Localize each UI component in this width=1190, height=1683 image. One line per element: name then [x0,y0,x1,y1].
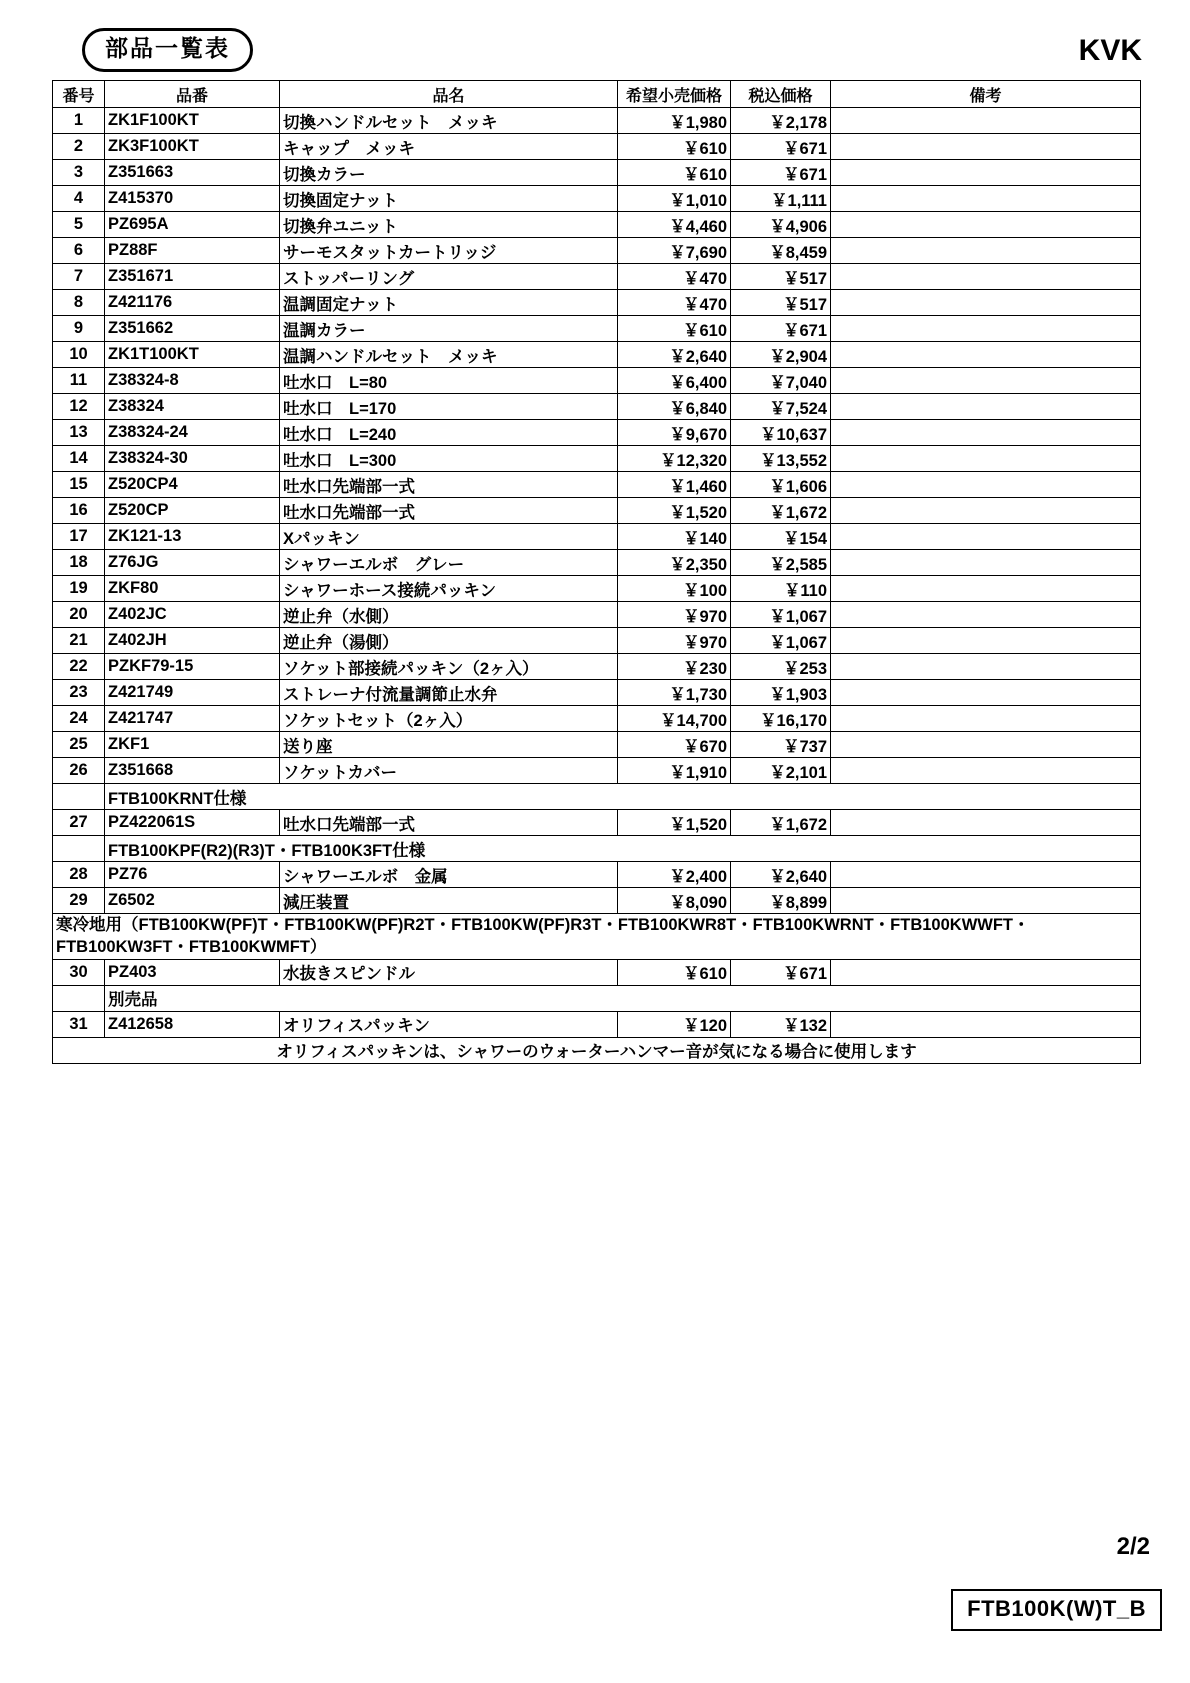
cell-note [831,524,1141,550]
cell-no: 11 [53,368,105,394]
column-header-price: 希望小売価格 [618,81,731,108]
table-body [53,108,1141,1064]
cell-tax: ￥2,101 [731,758,831,784]
cell-name: 吐水口先端部一式 [280,498,618,524]
cell-code: Z415370 [105,186,280,212]
table-row [53,1011,1141,1037]
cell-note [831,654,1141,680]
cell-code: Z421749 [105,680,280,706]
table-row [53,342,1141,368]
table-row [53,576,1141,602]
cell-no: 17 [53,524,105,550]
cell-no: 21 [53,628,105,654]
cell-note [831,732,1141,758]
cell-no: 9 [53,316,105,342]
cell-price: ￥470 [618,264,731,290]
cell-note [831,862,1141,888]
cell-code: ZK121-13 [105,524,280,550]
table-row [53,550,1141,576]
column-header-code: 品番 [105,81,280,108]
cell-no: 18 [53,550,105,576]
cell-name: 吐水口 L=170 [280,394,618,420]
cell-code: Z421747 [105,706,280,732]
cell-note [831,316,1141,342]
cell-code: Z351663 [105,160,280,186]
cell-code: ZK1F100KT [105,108,280,134]
cell-price: ￥9,670 [618,420,731,446]
table-row [53,186,1141,212]
table-row [53,959,1141,985]
table-row [53,732,1141,758]
table-row [53,628,1141,654]
cell-code: PZ403 [105,959,280,985]
cell-no: 31 [53,1011,105,1037]
full-width-row [53,914,1141,960]
cell-name: ストッパーリング [280,264,618,290]
cell-name: 減圧装置 [280,888,618,914]
cell-code: Z38324-24 [105,420,280,446]
cell-tax: ￥132 [731,1011,831,1037]
cell-code: Z6502 [105,888,280,914]
spec-label-cold-region: 寒冷地用（FTB100KW(PF)T・FTB100KW(PF)R2T・FTB100KW(PF)R3T・FTB100KWR8T・FTB100KWRNT・FTB100KWWFT・FTB100KW3FT・FTB100KWMFT） [53,914,1141,960]
cell-price: ￥2,400 [618,862,731,888]
cell-price: ￥230 [618,654,731,680]
cell-no [53,836,105,862]
cell-name: 吐水口 L=300 [280,446,618,472]
cell-note [831,498,1141,524]
table-row [53,368,1141,394]
cell-name: ストレーナ付流量調節止水弁 [280,680,618,706]
cell-tax: ￥110 [731,576,831,602]
table-row [53,316,1141,342]
cell-tax: ￥1,067 [731,602,831,628]
cell-code: ZK3F100KT [105,134,280,160]
cell-note [831,446,1141,472]
cell-code: Z520CP [105,498,280,524]
cell-code: ZK1T100KT [105,342,280,368]
cell-tax: ￥4,906 [731,212,831,238]
cell-note [831,342,1141,368]
cell-note [831,160,1141,186]
cell-name: 温調固定ナット [280,290,618,316]
spec-label-ftb100kpf: FTB100KPF(R2)(R3)T・FTB100K3FT仕様 [105,836,1141,862]
cell-name: 送り座 [280,732,618,758]
cell-note [831,550,1141,576]
cell-tax: ￥8,899 [731,888,831,914]
cell-no: 2 [53,134,105,160]
cell-note [831,706,1141,732]
cell-tax: ￥1,672 [731,810,831,836]
cell-price: ￥970 [618,628,731,654]
cell-name: サーモスタットカートリッジ [280,238,618,264]
cell-no: 12 [53,394,105,420]
cell-price: ￥6,400 [618,368,731,394]
cell-code: Z76JG [105,550,280,576]
cell-no: 22 [53,654,105,680]
table-row [53,472,1141,498]
cell-no: 26 [53,758,105,784]
cell-price: ￥120 [618,1011,731,1037]
cell-name: シャワーホース接続パッキン [280,576,618,602]
cell-no: 1 [53,108,105,134]
cell-no [53,784,105,810]
cell-note [831,186,1141,212]
table-row [53,654,1141,680]
cell-no: 25 [53,732,105,758]
cell-tax: ￥1,606 [731,472,831,498]
cell-tax: ￥7,040 [731,368,831,394]
cell-no: 8 [53,290,105,316]
cell-price: ￥2,640 [618,342,731,368]
cell-no: 5 [53,212,105,238]
table-row [53,134,1141,160]
cell-name: 吐水口先端部一式 [280,810,618,836]
cell-no: 3 [53,160,105,186]
spec-label-ftb100krnt: FTB100KRNT仕様 [105,784,1141,810]
cell-code: Z421176 [105,290,280,316]
cell-code: PZ422061S [105,810,280,836]
cell-tax: ￥1,903 [731,680,831,706]
cell-note [831,420,1141,446]
cell-note [831,238,1141,264]
cell-name: ソケット部接続パッキン（2ヶ入） [280,654,618,680]
spec-label-optional: 別売品 [105,985,1141,1011]
column-header-tax: 税込価格 [731,81,831,108]
cell-code: Z38324-30 [105,446,280,472]
cell-code: Z520CP4 [105,472,280,498]
cell-name: 温調ハンドルセット メッキ [280,342,618,368]
table-row [53,264,1141,290]
cell-price: ￥1,980 [618,108,731,134]
cell-code: Z351662 [105,316,280,342]
cell-name: 水抜きスピンドル [280,959,618,985]
cell-price: ￥7,690 [618,238,731,264]
table-row [53,706,1141,732]
table-footer-note: オリフィスパッキンは、シャワーのウォーターハンマー音が気になる場合に使用します [53,1037,1141,1063]
cell-no: 19 [53,576,105,602]
cell-code: ZKF1 [105,732,280,758]
cell-code: PZ695A [105,212,280,238]
cell-note [831,810,1141,836]
cell-no: 15 [53,472,105,498]
cell-price: ￥1,520 [618,498,731,524]
cell-no: 10 [53,342,105,368]
table-row [53,212,1141,238]
cell-price: ￥12,320 [618,446,731,472]
cell-no: 4 [53,186,105,212]
cell-code: PZ88F [105,238,280,264]
cell-code: PZKF79-15 [105,654,280,680]
column-header-name: 品名 [280,81,618,108]
cell-tax: ￥253 [731,654,831,680]
cell-code: Z412658 [105,1011,280,1037]
table-row [53,446,1141,472]
cell-note [831,290,1141,316]
cell-tax: ￥517 [731,290,831,316]
cell-name: オリフィスパッキン [280,1011,618,1037]
cell-tax: ￥10,637 [731,420,831,446]
cell-note [831,1011,1141,1037]
cell-price: ￥1,730 [618,680,731,706]
cell-price: ￥1,520 [618,810,731,836]
column-header-note: 備考 [831,81,1141,108]
cell-price: ￥6,840 [618,394,731,420]
cell-name: 吐水口 L=240 [280,420,618,446]
cell-price: ￥1,460 [618,472,731,498]
cell-name: 逆止弁（湯側） [280,628,618,654]
cell-tax: ￥737 [731,732,831,758]
table-row [53,420,1141,446]
cell-price: ￥14,700 [618,706,731,732]
cell-price: ￥610 [618,316,731,342]
full-width-row [53,1037,1141,1063]
cell-name: 温調カラー [280,316,618,342]
page-number: 2/2 [1116,1533,1150,1560]
cell-tax: ￥2,904 [731,342,831,368]
cell-no: 16 [53,498,105,524]
cell-name: ソケットセット（2ヶ入） [280,706,618,732]
cell-no: 24 [53,706,105,732]
cell-code: Z402JC [105,602,280,628]
cell-code: Z38324-8 [105,368,280,394]
cell-note [831,368,1141,394]
cell-no: 20 [53,602,105,628]
cell-tax: ￥671 [731,959,831,985]
table-row [53,394,1141,420]
cell-price: ￥970 [618,602,731,628]
spec-row [53,985,1141,1011]
table-row [53,108,1141,134]
cell-tax: ￥2,585 [731,550,831,576]
cell-note [831,576,1141,602]
cell-tax: ￥8,459 [731,238,831,264]
cell-price: ￥1,910 [618,758,731,784]
cell-note [831,264,1141,290]
cell-price: ￥8,090 [618,888,731,914]
cell-price: ￥470 [618,290,731,316]
cell-note [831,394,1141,420]
table-row [53,602,1141,628]
cell-name: 切換カラー [280,160,618,186]
cell-tax: ￥1,111 [731,186,831,212]
table-row [53,810,1141,836]
cell-name: ソケットカバー [280,758,618,784]
cell-price: ￥670 [618,732,731,758]
table-row [53,160,1141,186]
cell-tax: ￥671 [731,160,831,186]
cell-price: ￥100 [618,576,731,602]
cell-note [831,134,1141,160]
cell-code: ZKF80 [105,576,280,602]
table-row [53,888,1141,914]
cell-note [831,758,1141,784]
cell-name: シャワーエルボ グレー [280,550,618,576]
cell-tax: ￥7,524 [731,394,831,420]
table-row [53,290,1141,316]
cell-tax: ￥1,067 [731,628,831,654]
cell-price: ￥610 [618,160,731,186]
parts-table [52,80,1141,1064]
cell-no: 27 [53,810,105,836]
document-code: FTB100K(W)T_B [951,1589,1162,1631]
table-row [53,862,1141,888]
cell-no: 14 [53,446,105,472]
cell-price: ￥140 [618,524,731,550]
table-row [53,758,1141,784]
cell-price: ￥610 [618,134,731,160]
cell-no: 6 [53,238,105,264]
cell-no: 7 [53,264,105,290]
cell-note [831,888,1141,914]
cell-code: Z38324 [105,394,280,420]
table-header-row [53,81,1141,108]
cell-no: 13 [53,420,105,446]
page-header [26,22,1164,74]
cell-name: 逆止弁（水側） [280,602,618,628]
table-row [53,524,1141,550]
cell-name: 切換ハンドルセット メッキ [280,108,618,134]
cell-name: Xパッキン [280,524,618,550]
cell-note [831,959,1141,985]
cell-tax: ￥1,672 [731,498,831,524]
cell-tax: ￥2,178 [731,108,831,134]
cell-note [831,472,1141,498]
spec-row [53,836,1141,862]
brand-logo: KVK [1078,34,1142,67]
cell-tax: ￥13,552 [731,446,831,472]
cell-tax: ￥517 [731,264,831,290]
cell-note [831,108,1141,134]
cell-no: 30 [53,959,105,985]
column-header-no: 番号 [53,81,105,108]
cell-no: 29 [53,888,105,914]
cell-name: 切換固定ナット [280,186,618,212]
cell-note [831,628,1141,654]
cell-name: 吐水口 L=80 [280,368,618,394]
cell-note [831,212,1141,238]
cell-price: ￥1,010 [618,186,731,212]
cell-note [831,602,1141,628]
cell-name: シャワーエルボ 金属 [280,862,618,888]
cell-note [831,680,1141,706]
cell-no: 28 [53,862,105,888]
cell-tax: ￥2,640 [731,862,831,888]
cell-tax: ￥154 [731,524,831,550]
page-title: 部品一覧表 [82,28,253,72]
cell-code: Z402JH [105,628,280,654]
cell-code: Z351671 [105,264,280,290]
table-row [53,680,1141,706]
cell-name: キャップ メッキ [280,134,618,160]
cell-name: 吐水口先端部一式 [280,472,618,498]
cell-price: ￥2,350 [618,550,731,576]
cell-tax: ￥671 [731,316,831,342]
cell-name: 切換弁ユニット [280,212,618,238]
cell-no: 23 [53,680,105,706]
cell-no [53,985,105,1011]
table-row [53,498,1141,524]
cell-tax: ￥671 [731,134,831,160]
table-row [53,238,1141,264]
cell-price: ￥610 [618,959,731,985]
cell-code: Z351668 [105,758,280,784]
cell-code: PZ76 [105,862,280,888]
cell-price: ￥4,460 [618,212,731,238]
cell-tax: ￥16,170 [731,706,831,732]
spec-row [53,784,1141,810]
